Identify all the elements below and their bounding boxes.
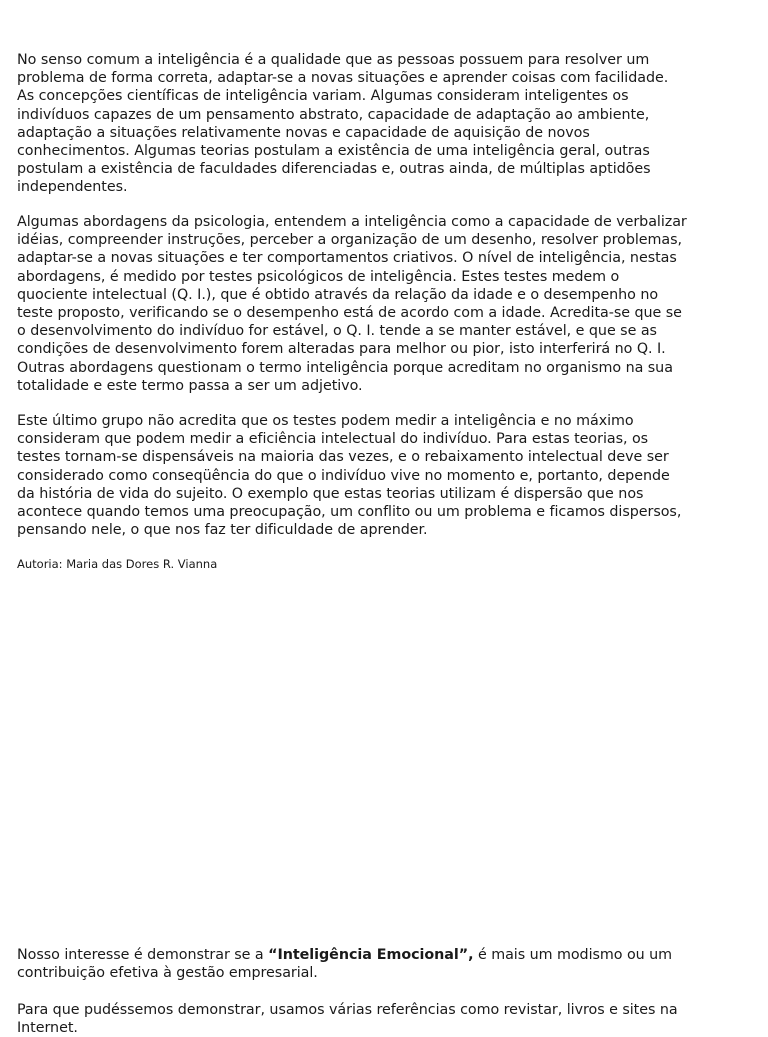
text-line: o desenvolvimento do indivíduo for estável, o Q. I. tende a se manter estável, e que se as bbox=[17, 323, 657, 340]
text-line: Internet. bbox=[17, 1020, 78, 1037]
text-line: As concepções científicas de inteligência variam. Algumas consideram inteligentes os bbox=[17, 88, 629, 105]
text-line: Para que pudéssemos demonstrar, usamos várias referências como revistar, livros e sites na bbox=[17, 1002, 678, 1018]
text-line: considerado como conseqüência do que o indivíduo vive no momento e, portanto, depende bbox=[17, 467, 670, 484]
text-line: da história de vida do sujeito. O exemplo que estas teorias utilizam é dispersão que nos bbox=[17, 485, 644, 502]
paragraph-last-group bbox=[17, 412, 681, 539]
text-line: Este último grupo não acredita que os testes podem medir a inteligência e no máximo bbox=[17, 413, 634, 429]
text-line bbox=[17, 946, 672, 964]
author-credit: Autoria: Maria das Dores R. Vianna bbox=[17, 557, 218, 571]
text-line: acontece quando temos uma preocupação, um conflito ou um problema e ficamos dispersos, bbox=[17, 504, 682, 521]
text-line: adaptar-se a novas situações e ter comportamentos criativos. O nível de inteligência, nestas bbox=[17, 250, 677, 267]
text-line: postulam a existência de faculdades diferenciadas e, outras ainda, de múltiplas aptidões bbox=[17, 161, 651, 178]
text-line: condições de desenvolvimento forem alteradas para melhor ou pior, isto interferirá no Q. I. bbox=[17, 341, 666, 358]
text-line: idéias, compreender instruções, perceber a organização de um desenho, resolver problemas, bbox=[17, 232, 683, 249]
paragraph-emotional-intelligence bbox=[17, 946, 672, 982]
text-line: indivíduos capazes de um pensamento abstrato, capacidade de adaptação ao ambiente, bbox=[17, 106, 650, 123]
text-line: independentes. bbox=[17, 179, 128, 196]
text-segment: Nosso interesse é demonstrar se a bbox=[17, 947, 269, 963]
emphasis-term: “Inteligência Emocional”, bbox=[268, 947, 474, 963]
text-line: testes tornam-se dispensáveis na maioria das vezes, e o rebaixamento intelectual deve ser bbox=[17, 449, 669, 466]
paragraph-references bbox=[17, 1001, 678, 1037]
text-line: No senso comum a inteligência é a qualidade que as pessoas possuem para resolver um bbox=[17, 52, 650, 68]
paragraph-intelligence-common-sense bbox=[17, 51, 668, 197]
text-line: problema de forma correta, adaptar-se a novas situações e aprender coisas com facilidade. bbox=[17, 70, 669, 87]
text-line: teste proposto, verificando se o desempenho está de acordo com a idade. Acredita-se que se bbox=[17, 305, 682, 322]
text-segment: é mais um modismo ou um bbox=[473, 947, 673, 963]
text-line: Algumas abordagens da psicologia, entendem a inteligência como a capacidade de verbalizar bbox=[17, 214, 687, 230]
text-line: quociente intelectual (Q. I.), que é obtido através da relação da idade e o desempenho no bbox=[17, 286, 659, 303]
text-line: consideram que podem medir a eficiência intelectual do indivíduo. Para estas teorias, os bbox=[17, 431, 649, 448]
paragraph-psychology-approaches bbox=[17, 213, 687, 395]
text-line: adaptação a situações relativamente novas e capacidade de aquisição de novos bbox=[17, 124, 590, 141]
text-line: conhecimentos. Algumas teorias postulam a existência de uma inteligência geral, outras bbox=[17, 143, 650, 160]
text-line: abordagens, é medido por testes psicológicos de inteligência. Estes testes medem o bbox=[17, 268, 620, 285]
text-line: totalidade e este termo passa a ser um adjetivo. bbox=[17, 377, 363, 394]
text-line: pensando nele, o que nos faz ter dificuldade de aprender. bbox=[17, 522, 428, 539]
text-line: Outras abordagens questionam o termo inteligência porque acreditam no organismo na sua bbox=[17, 359, 673, 376]
text-line: contribuição efetiva à gestão empresarial. bbox=[17, 965, 318, 982]
